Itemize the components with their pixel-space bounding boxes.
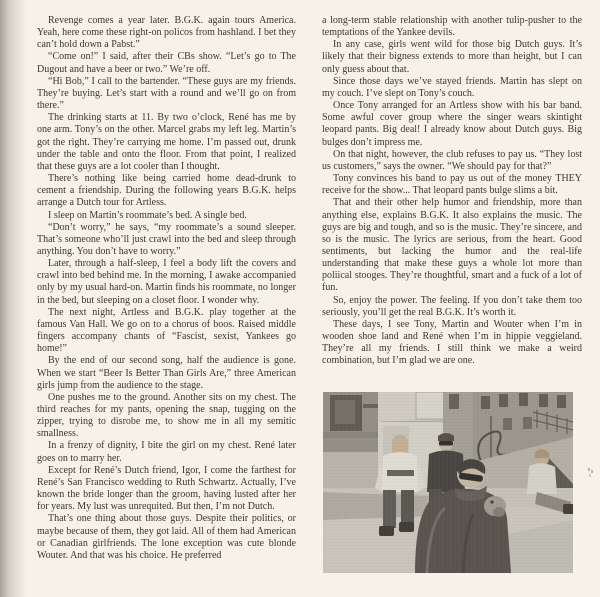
paragraph: By the end of our second song, half the audience is gone. When we start “Beer Is Better Than Girls Are,” three American girls jump from the audience to the stage. bbox=[37, 355, 296, 391]
paragraph: I sleep on Martin’s roommate’s bed. A single bed. bbox=[48, 209, 247, 221]
paragraph: Revenge comes a year later. B.G.K. again tours America. Yeah, here come these right-on policos from hashland. I bet they can’t hold down a Pabst.” bbox=[37, 15, 296, 51]
paragraph: That and their other help humor and friendship, more than anything else, explains B.G.K. It also explains the music. The guys are big and tough, and so is the music. They’re sincere, and so is the music. The lyrics are serious, from the heart. Good sentiments, but lacking the humor and the real-life understanding that make these guys a whole lot more than poliical stooges. They’re thoughtful, smart and a fuck of a lot of fun. bbox=[322, 197, 582, 294]
paragraph: “Don’t worry,” he says, “my roommate’s a sound sleeper. That’s someone who’ll just crawl into the bed and sleep through anything. You don’t have to worry.” bbox=[37, 221, 296, 257]
paragraph: Tony convinces his band to pay us out of the money THEY receive for the show... That leopard pants bulge slims a bit. bbox=[322, 173, 582, 197]
paragraph: The drinking starts at 11. By two o’clock, René has me by one arm. Tony’s on the other. Marcel grabs my left leg. Martin’s got the right. They’re carrying me home. I’m passed out, drunk under the table and onto the floor. From that point, I realized that these guys are a lot cooler than I thought. bbox=[37, 112, 296, 172]
paragraph: So, enjoy the power. The feeling. If you don’t take them too seriously, you’ll get the real B.G.K. It’s worth it. bbox=[322, 294, 582, 318]
paragraph: That’s one thing about those guys. Despite their politics, or maybe because of them, they got laid. All of them had American or Canadian girlfriends. The lone exception was cute blonde Wouter. And that was his choice. He preferred bbox=[37, 513, 296, 561]
paragraph: Once Tony arranged for an Artless show with his bar band. Some awful cover group where the singer wears skintight leopard pants. Big deal! I already know about Dutch guys. Big bulges don’t impress me. bbox=[322, 100, 582, 148]
paragraph: “Hi Bob,” I call to the bartender. “These guys are my friends. They’re buying. Let’s start with a round and we’ll go on from there.” bbox=[37, 75, 296, 112]
paragraph: One pushes me to the ground. Another sits on my chest. The third reaches for my pants, opening the snap, tugging on the zipper, trying to disrobe me, to show me in all my semitic smallness. bbox=[37, 391, 296, 440]
text-column-right bbox=[322, 15, 582, 368]
paragraph: In a frenzy of dignity, I bite the girl on my chest. René later goes on to marry her. bbox=[37, 440, 296, 464]
paragraph: Since those days we’ve stayed friends. Martin has slept on my couch. I’ve slept on Tony’s couch. bbox=[322, 75, 582, 99]
paragraph: Except for René’s Dutch friend, Igor, I come the farthest for René’s San Francisco wedding to Ruth Schwartz. Actually, I’ve known the bride longer than the groom, having lusted after her for years. My lust was unrequited. But then, I’m not Dutch. bbox=[37, 464, 296, 513]
print-artifact bbox=[588, 468, 590, 471]
spine-shadow bbox=[0, 0, 26, 597]
paragraph: In any case, girls went wild for those big Dutch guys. It’s likely that their bigness extends to more than height, but I can only guess about that. bbox=[322, 39, 582, 75]
band-photo bbox=[323, 392, 573, 573]
paragraph: These days, I see Tony, Martin and Wouter when I’m in wooden shoe land and René when I’m in hippie veggieland. They’re all my friends. I still think we make a weird combination, but I’m glad we are one. bbox=[322, 318, 582, 367]
paragraph: The next night, Artless and B.G.K. play together at the famous Van Hall. We go on to a chorus of boos. Raised middle fingers accompany chants of “Fascist, sexist, Yankees go home!” bbox=[37, 306, 296, 355]
paragraph: Later, through a half-sleep, I feel a body lift the covers and crawl into bed behind me. In the morning, I awake accompanied only by my usual hard-on. Martin finds his roommate, no longer in the bed, but sleeping on a closet floor. I wonder why. bbox=[37, 258, 296, 306]
text-column-left bbox=[37, 15, 296, 562]
paragraph: a long-term stable relationship with another tulip-pusher to the temptations of the Yankee devils. bbox=[322, 15, 582, 39]
paragraph: On that night, however, the club refuses to pay us. “They lost us customers,” says the owner. “We should pay for that?” bbox=[322, 148, 582, 172]
paragraph: “Come on!” I said, after their CBs show. “Let’s go to The Dugout and have a beer or two.” We’re off. bbox=[37, 51, 296, 75]
photo-tint bbox=[323, 392, 573, 573]
paragraph: There’s nothing like being carried home dead-drunk to cement a friendship. During the following years B.G.K. helps arrange a Dutch tour for Artless. bbox=[37, 173, 296, 209]
